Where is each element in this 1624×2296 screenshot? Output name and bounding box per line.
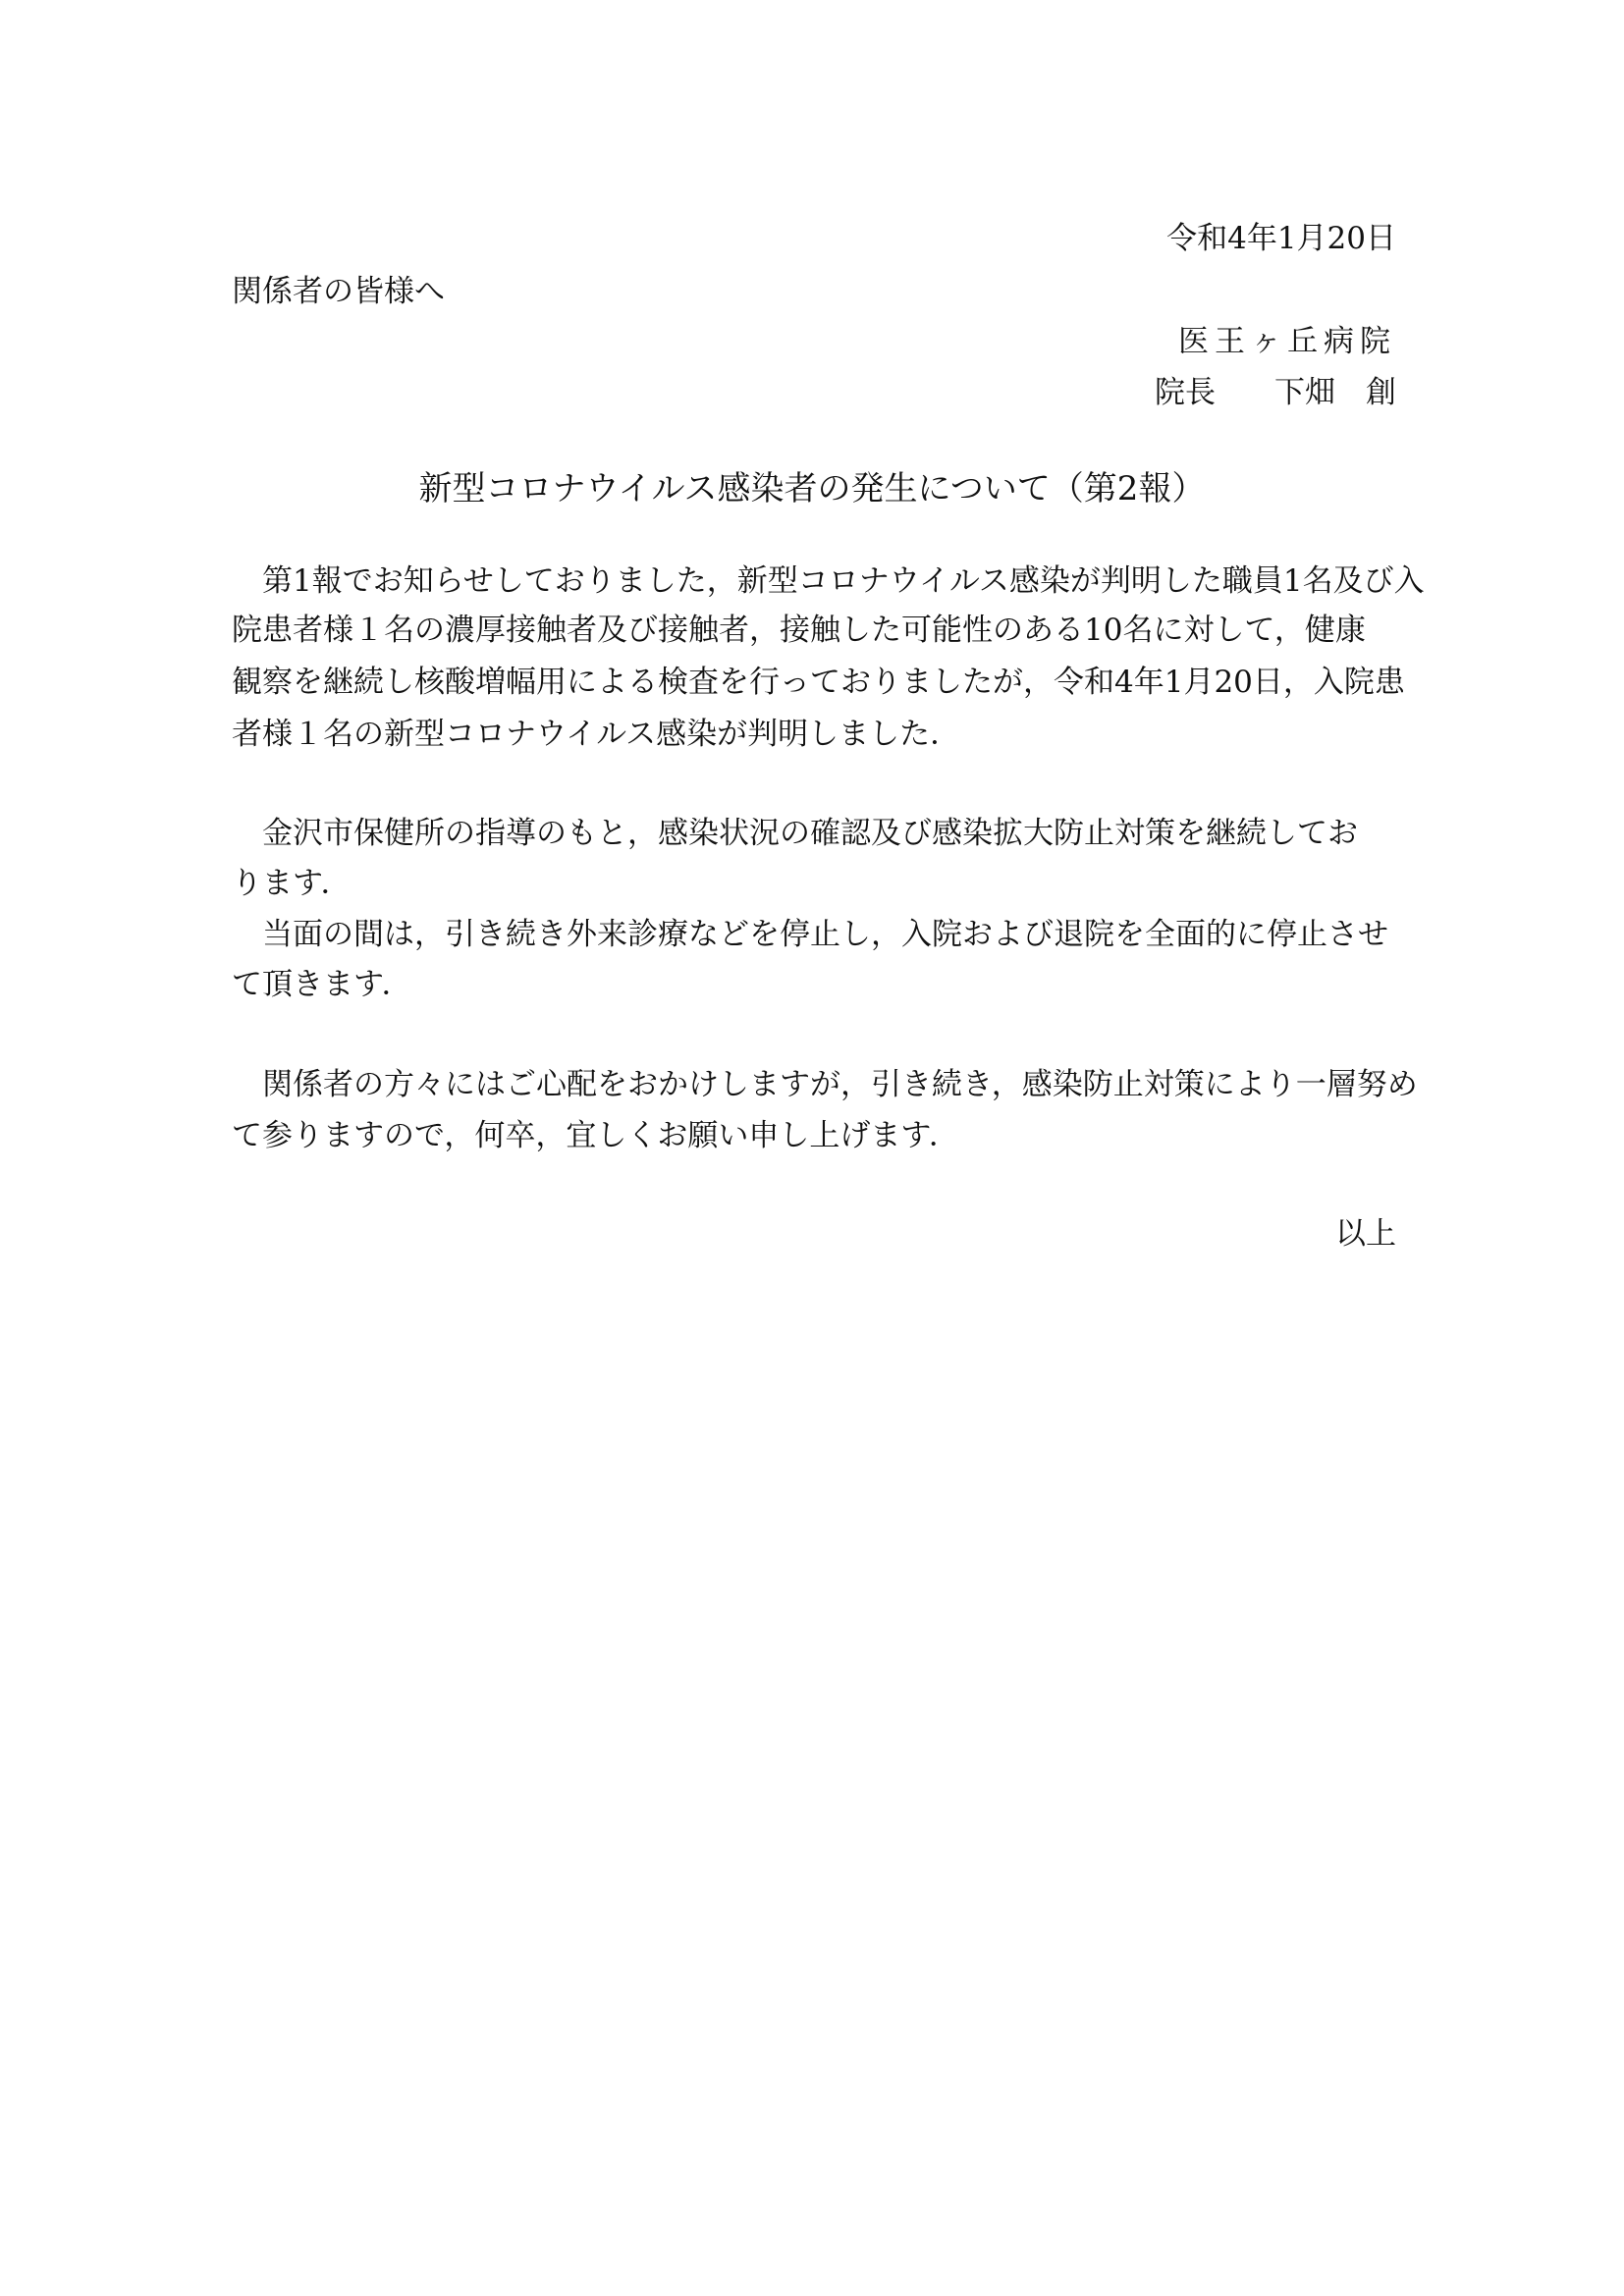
sender-name: 下畑 創	[1274, 375, 1396, 410]
paragraph-1-line-4: 者様１名の新型コロナウイルス感染が判明しました．	[232, 717, 961, 752]
paragraph-2-line-1: 金沢市保健所の指導のもと，感染状況の確認及び感染拡大防止対策を継続してお	[262, 816, 1358, 851]
paragraph-1-line-1: 第1報でお知らせしておりました，新型コロナウイルス感染が判明した職員1名及び入	[262, 563, 1425, 599]
addressee: 関係者の皆様へ	[232, 274, 445, 309]
paragraph-4-line-2: て参りますので，何卒，宜しくお願い申し上げます．	[232, 1118, 959, 1153]
sender-title: 院長	[1155, 375, 1216, 410]
sender-organization: 医王ヶ丘病院	[1178, 324, 1396, 359]
document-title: 新型コロナウイルス感染者の発生について（第2報）	[418, 469, 1206, 508]
paragraph-3-line-1: 当面の間は，引き続き外来診療などを停止し，入院および退院を全面的に停止させ	[262, 917, 1388, 952]
paragraph-3-line-2: て頂きます．	[232, 967, 412, 1002]
paragraph-1-line-2: 院患者様１名の濃厚接触者及び接触者，接触した可能性のある10名に対して，健康	[232, 613, 1366, 648]
sender-signature	[1155, 375, 1396, 410]
document-date: 令和4年1月20日	[1166, 221, 1396, 256]
paragraph-1-line-3: 観察を継続し核酸増幅用による検査を行っておりましたが，令和4年1月20日，入院患	[232, 665, 1405, 700]
paragraph-4-line-1: 関係者の方々にはご心配をおかけしますが，引き続き，感染防止対策により一層努め	[262, 1067, 1418, 1102]
paragraph-2-line-2: ります．	[232, 866, 352, 901]
closing-remark: 以上	[1335, 1216, 1396, 1252]
